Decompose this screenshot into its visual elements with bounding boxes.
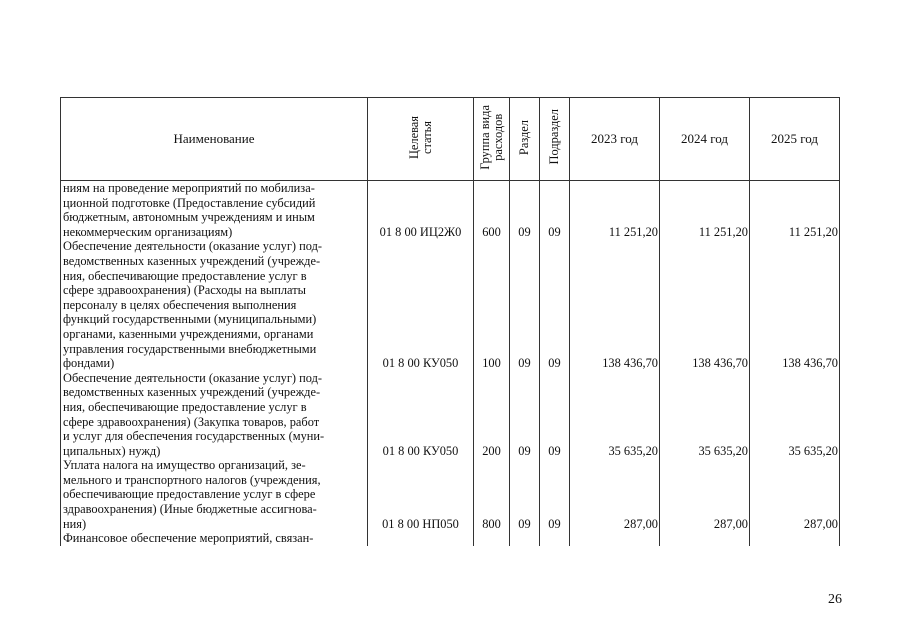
amount-2024-cell <box>660 531 750 546</box>
row-name-line: мельного и транспортного налогов (учреждения, <box>63 472 321 487</box>
row-name-line: ниям на проведение мероприятий по мобилиза- <box>63 181 315 195</box>
row-name-cell <box>61 371 368 459</box>
amount-2025-cell: 287,00 <box>750 458 840 531</box>
row-name-line: ципальных) нужд) <box>63 443 161 458</box>
row-name-line: органами, казенными учреждениями, органами <box>63 326 314 341</box>
target-article-cell: 01 8 00 КУ050 <box>368 371 474 459</box>
amount-2023-cell <box>570 531 660 546</box>
row-name-line: управления государственными внебюджетными <box>63 341 317 356</box>
amount-2025-cell: 11 251,20 <box>750 181 840 240</box>
header-group-line2: расходов <box>490 113 505 161</box>
amount-2025-cell: 138 436,70 <box>750 239 840 370</box>
amount-2023-cell: 287,00 <box>570 458 660 531</box>
page-number: 26 <box>828 592 842 607</box>
row-name-line: Финансовое обеспечение мероприятий, связан- <box>63 531 314 546</box>
row-name-line: здравоохранения) (Иные бюджетные ассигнова- <box>63 502 317 517</box>
row-name-line: ционной подготовке (Предоставление субсидий <box>63 195 316 210</box>
table-row <box>61 531 840 546</box>
target-article-cell <box>368 531 474 546</box>
table-row <box>61 458 840 531</box>
row-name-cell <box>61 181 368 240</box>
row-name-line: ведомственных казенных учреждений (учрежде- <box>63 385 321 400</box>
table-row <box>61 239 840 370</box>
row-name-line: обеспечивающие предоставление услуг в сфере <box>63 487 316 502</box>
header-section-label: Раздел <box>517 119 531 155</box>
target-article-cell: 01 8 00 НП050 <box>368 458 474 531</box>
expense-group-cell: 200 <box>474 371 510 459</box>
amount-2023-cell: 35 635,20 <box>570 371 660 459</box>
row-name-line: бюджетным, автономным учреждениям и иным <box>63 210 315 225</box>
subsection-cell <box>540 531 570 546</box>
header-year-2025: 2025 год <box>750 98 840 181</box>
budget-table <box>60 97 840 546</box>
row-name-line: сфере здравоохранения) (Расходы на выплаты <box>63 283 306 298</box>
header-section <box>510 98 540 181</box>
header-year-2024: 2024 год <box>660 98 750 181</box>
section-cell: 09 <box>510 371 540 459</box>
amount-2025-cell <box>750 531 840 546</box>
header-target-line2: статья <box>419 120 434 154</box>
row-name-line: сфере здравоохранения) (Закупка товаров, работ <box>63 414 320 429</box>
row-name-line: Обеспечение деятельности (оказание услуг) под- <box>63 370 323 385</box>
row-name-line: Обеспечение деятельности (оказание услуг) под- <box>63 239 323 254</box>
header-subsection <box>540 98 570 181</box>
target-article-cell: 01 8 00 КУ050 <box>368 239 474 370</box>
header-expense-group <box>474 98 510 181</box>
row-name-cell <box>61 239 368 370</box>
amount-2025-cell: 35 635,20 <box>750 371 840 459</box>
subsection-cell: 09 <box>540 181 570 240</box>
row-name-cell <box>61 531 368 546</box>
subsection-cell: 09 <box>540 458 570 531</box>
amount-2023-cell: 138 436,70 <box>570 239 660 370</box>
row-name-cell <box>61 458 368 531</box>
row-name-line: функций государственными (муниципальными) <box>63 312 317 327</box>
table-body <box>61 181 840 546</box>
header-target-line1: Целевая <box>406 115 421 159</box>
expense-group-cell: 600 <box>474 181 510 240</box>
target-article-cell: 01 8 00 ИЦ2Ж0 <box>368 181 474 240</box>
row-name-line: некоммерческим организациям) <box>63 224 233 239</box>
row-name-line: фондами) <box>63 356 115 371</box>
amount-2024-cell: 138 436,70 <box>660 239 750 370</box>
header-group-line1: Группа вида <box>477 104 492 170</box>
amount-2024-cell: 11 251,20 <box>660 181 750 240</box>
amount-2024-cell: 35 635,20 <box>660 371 750 459</box>
header-target-article <box>368 98 474 181</box>
row-name-line: ния, обеспечивающие предоставление услуг в <box>63 268 307 283</box>
header-year-2023: 2023 год <box>570 98 660 181</box>
section-cell: 09 <box>510 458 540 531</box>
expense-group-cell: 800 <box>474 458 510 531</box>
table-header <box>61 98 840 181</box>
expense-group-cell <box>474 531 510 546</box>
section-cell <box>510 531 540 546</box>
section-cell: 09 <box>510 239 540 370</box>
header-subsection-label: Подраздел <box>547 109 561 165</box>
header-name: Наименование <box>61 98 368 181</box>
subsection-cell: 09 <box>540 371 570 459</box>
amount-2024-cell: 287,00 <box>660 458 750 531</box>
subsection-cell: 09 <box>540 239 570 370</box>
table-row <box>61 181 840 240</box>
row-name-line: и услуг для обеспечения государственных (муни- <box>63 429 325 444</box>
row-name-line: ния) <box>63 516 87 531</box>
table-row <box>61 371 840 459</box>
expense-group-cell: 100 <box>474 239 510 370</box>
amount-2023-cell: 11 251,20 <box>570 181 660 240</box>
section-cell: 09 <box>510 181 540 240</box>
row-name-line: персоналу в целях обеспечения выполнения <box>63 297 297 312</box>
row-name-line: Уплата налога на имущество организаций, зе- <box>63 458 306 473</box>
row-name-line: ведомственных казенных учреждений (учрежде- <box>63 253 321 268</box>
row-name-line: ния, обеспечивающие предоставление услуг в <box>63 399 307 414</box>
